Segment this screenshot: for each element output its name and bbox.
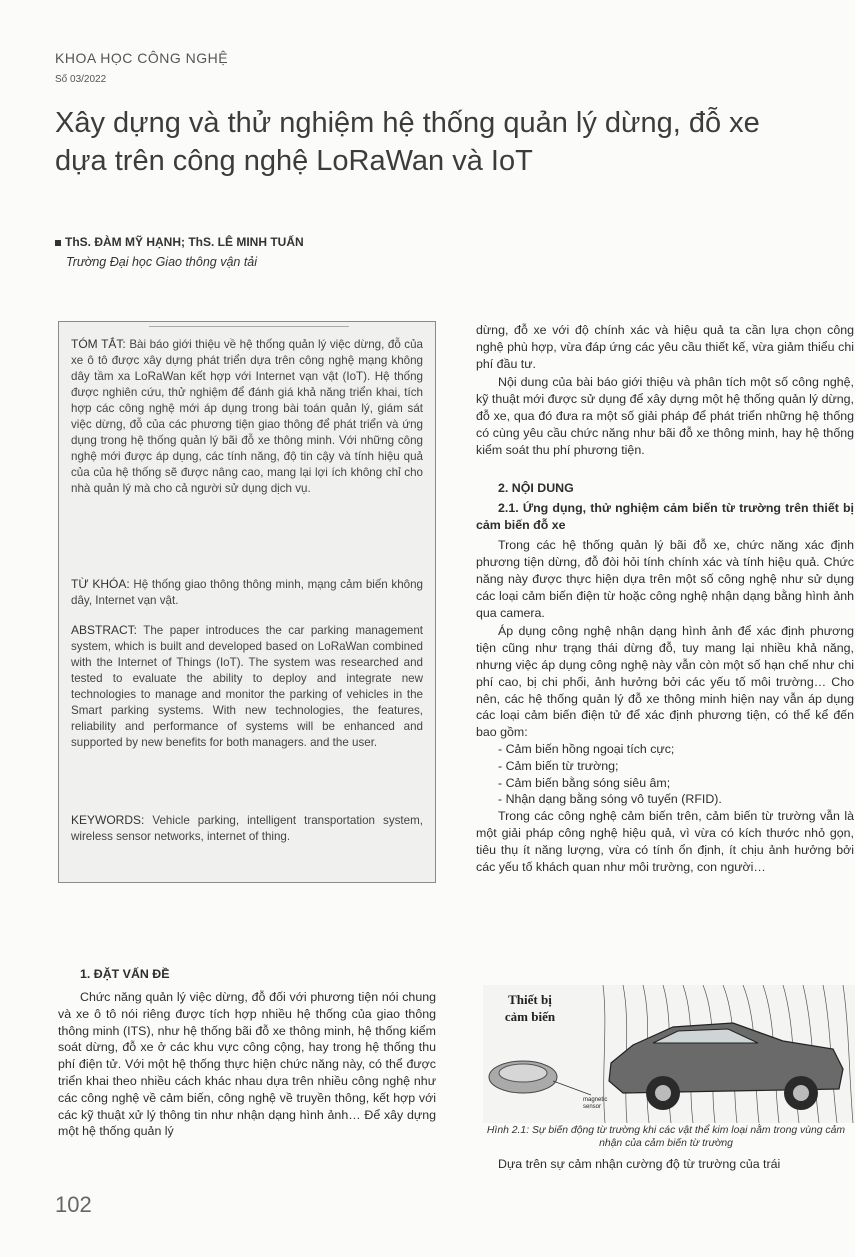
tukhoa-label: TỪ KHÓA: <box>71 577 130 591</box>
abstract-text: The paper introduces the car parking management system, which is built and developed based on LoRaWan combined with the Internet of Things (IoT). The system was researched and tested to evaluate the ability to deploy and integrate new technologies to manage and monitor the parking of vehicles in the Smart parking systems. With new technologies, the features, reliability and performance of systems will be enhanced and supported by new benefits for both managers. and the user. <box>71 624 423 749</box>
affiliation: Trường Đại học Giao thông vận tải <box>66 255 258 269</box>
paragraph: Trong các công nghệ cảm biến trên, cảm biến từ trường vẫn là một giải pháp công nghệ hiệu quả, vì vừa có kích thước nhỏ gọn, tiêu thụ ít năng lượng, vừa có tính ổn định, ít chịu ảnh hưởng bởi các yếu tố khách quan như môi trường, con người… <box>476 809 854 874</box>
abstract-box <box>58 321 436 883</box>
tomtat-block <box>71 336 423 497</box>
issue-number: Số 03/2022 <box>55 74 107 85</box>
heading-2: 2. NỘI DUNG <box>498 481 574 496</box>
tukhoa-text: Hệ thống giao thông thông minh, mạng cảm biến không dây, Internet vạn vật. <box>71 578 424 607</box>
list-item: - Nhận dạng bằng sóng vô tuyến (RFID). <box>498 792 722 807</box>
paragraph: Nội dung của bài báo giới thiệu và phân tích một số công nghệ, kỹ thuật mới được sử dụng để xây dựng một hệ thống quản lý dừng, đỗ xe, qua đó đưa ra một số giải pháp để phát triển những hệ thống có cùng yêu cầu chức năng như bãi đỗ xe thông minh, hay hệ thống kiểm soát thu phí phương tiện. <box>476 375 854 457</box>
authors: ThS. ĐÀM MỸ HẠNH; ThS. LÊ MINH TUẤN <box>65 235 304 249</box>
tomtat-label: TÓM TẮT: <box>71 337 126 351</box>
left-column <box>58 966 436 1140</box>
keywords-block <box>71 812 423 845</box>
figure-sensor-text: magnetic sensor <box>583 1097 608 1110</box>
page-number: 102 <box>55 1192 92 1217</box>
paragraph: dừng, đỗ xe với độ chính xác và hiệu quả ta cần lựa chọn công nghệ phù hợp, vừa đáp ứng các yêu cầu thiết kế, vừa giảm thiểu chi phí đầu tư. <box>476 323 854 371</box>
paragraph: Dựa trên sự cảm nhận cường độ từ trường của trái <box>498 1157 781 1171</box>
figure-sensor-diagram <box>483 985 855 1123</box>
article-title: Xây dựng và thử nghiệm hệ thống quản lý dừng, đỗ xe dựa trên công nghệ LoRaWan và IoT <box>55 107 760 177</box>
abstract-block <box>71 622 423 751</box>
figure-caption: Hình 2.1: Sự biến động từ trường khi các vật thể kim loại nằm trong vùng cảm nhận của cảm biến từ trường <box>486 1125 846 1149</box>
tukhoa-block <box>71 576 423 609</box>
authors-line <box>55 235 304 249</box>
keywords-label: KEYWORDS: <box>71 813 145 827</box>
bullet-square-icon <box>55 240 61 246</box>
tomtat-text: Bài báo giới thiệu về hệ thống quản lý việc dừng, đỗ của xe ô tô được xây dựng phát triển dựa trên công nghệ mạng không dây tầm xa LoRaWan kết hợp với Internet vạn vật (IoT). Hệ thống được nghiên cứu, thử nghiệm để đánh giá khả năng triển khai, tích hợp các công nghệ mới áp dụng trong bài toán quản lý, giám sát việc dừng, đỗ của các phương tiện giao thông để phát triển và ứng dụng trong hệ thống quản lý bãi đỗ xe thông minh. Với những công nghệ mới được áp dụng, các tính năng, độ tin cậy và tính hiệu quả của của hệ thống sẽ được nâng cao, mang lại lợi ích không chỉ cho nhà quản lý mà cho cả người sử dụng dịch vụ. <box>71 338 423 495</box>
right-column <box>476 322 854 875</box>
figure-label: Thiết bị cảm biến <box>504 992 556 1024</box>
list-item: - Cảm biến từ trường; <box>498 758 619 773</box>
paragraph: Trong các hệ thống quản lý bãi đỗ xe, chức năng xác định phương tiện dừng, đỗ đòi hỏi tính chính xác và tính hiệu quả. Chức năng này được thực hiện dựa trên một số công nghệ như sử dụng các loại cảm biến điện từ hoặc công nghệ nhận dạng bằng hình ảnh qua camera. <box>476 538 854 620</box>
divider <box>149 326 349 327</box>
list-item: - Cảm biến hồng ngoại tích cực; <box>498 741 675 756</box>
heading-1: 1. ĐẶT VẤN ĐỀ <box>80 967 170 981</box>
abstract-label: ABSTRACT: <box>71 623 138 637</box>
right-column-end <box>476 1156 854 1173</box>
section-label: KHOA HỌC CÔNG NGHỆ <box>55 50 229 66</box>
keywords-text: Vehicle parking, intelligent transportation system, wireless sensor networks, internet of thing. <box>71 814 423 843</box>
list-item: - Cảm biến bằng sóng siêu âm; <box>498 775 671 790</box>
heading-2-1: 2.1. Ứng dụng, thử nghiệm cảm biến từ trường trên thiết bị cảm biến đỗ xe <box>476 501 854 533</box>
paragraph: Áp dụng công nghệ nhận dạng hình ảnh để xác định phương tiện cũng như trạng thái dừng đỗ, tuy mang lại nhiều khả năng, nhưng việc áp dụng công nghệ này vẫn còn một số hạn chế như chi phí cao, bị chi phối, ảnh hưởng bởi các yếu tố môi trường… Cho nên, các hệ thống quản lý đỗ xe thông minh hiện nay vẫn áp dụng các loại cảm biến điện tử để xác định phương tiện, có thể kể đến bao gồm: <box>476 624 854 740</box>
paragraph: Chức năng quản lý việc dừng, đỗ đối với phương tiện nói chung và xe ô tô nói riêng được tích hợp nhiều hệ thống của giao thông thông minh (ITS), như hệ thống bãi đỗ xe thông minh, hệ thống kiểm soát dừng, đỗ xe ở các khu vực công cộng, hay trong hệ thống thu phí điện tử. Với một hệ thống thực hiện chức năng này, có thể được triển khai theo nhiều cách khác nhau dựa trên nhiều công nghệ như các công nghệ về cảm biến, công nghệ về truyền thông, kết hợp với các kỹ thuật xử lý thông tin như nhận dạng hình ảnh… Để xây dựng một hệ thống quản lý <box>58 990 436 1139</box>
